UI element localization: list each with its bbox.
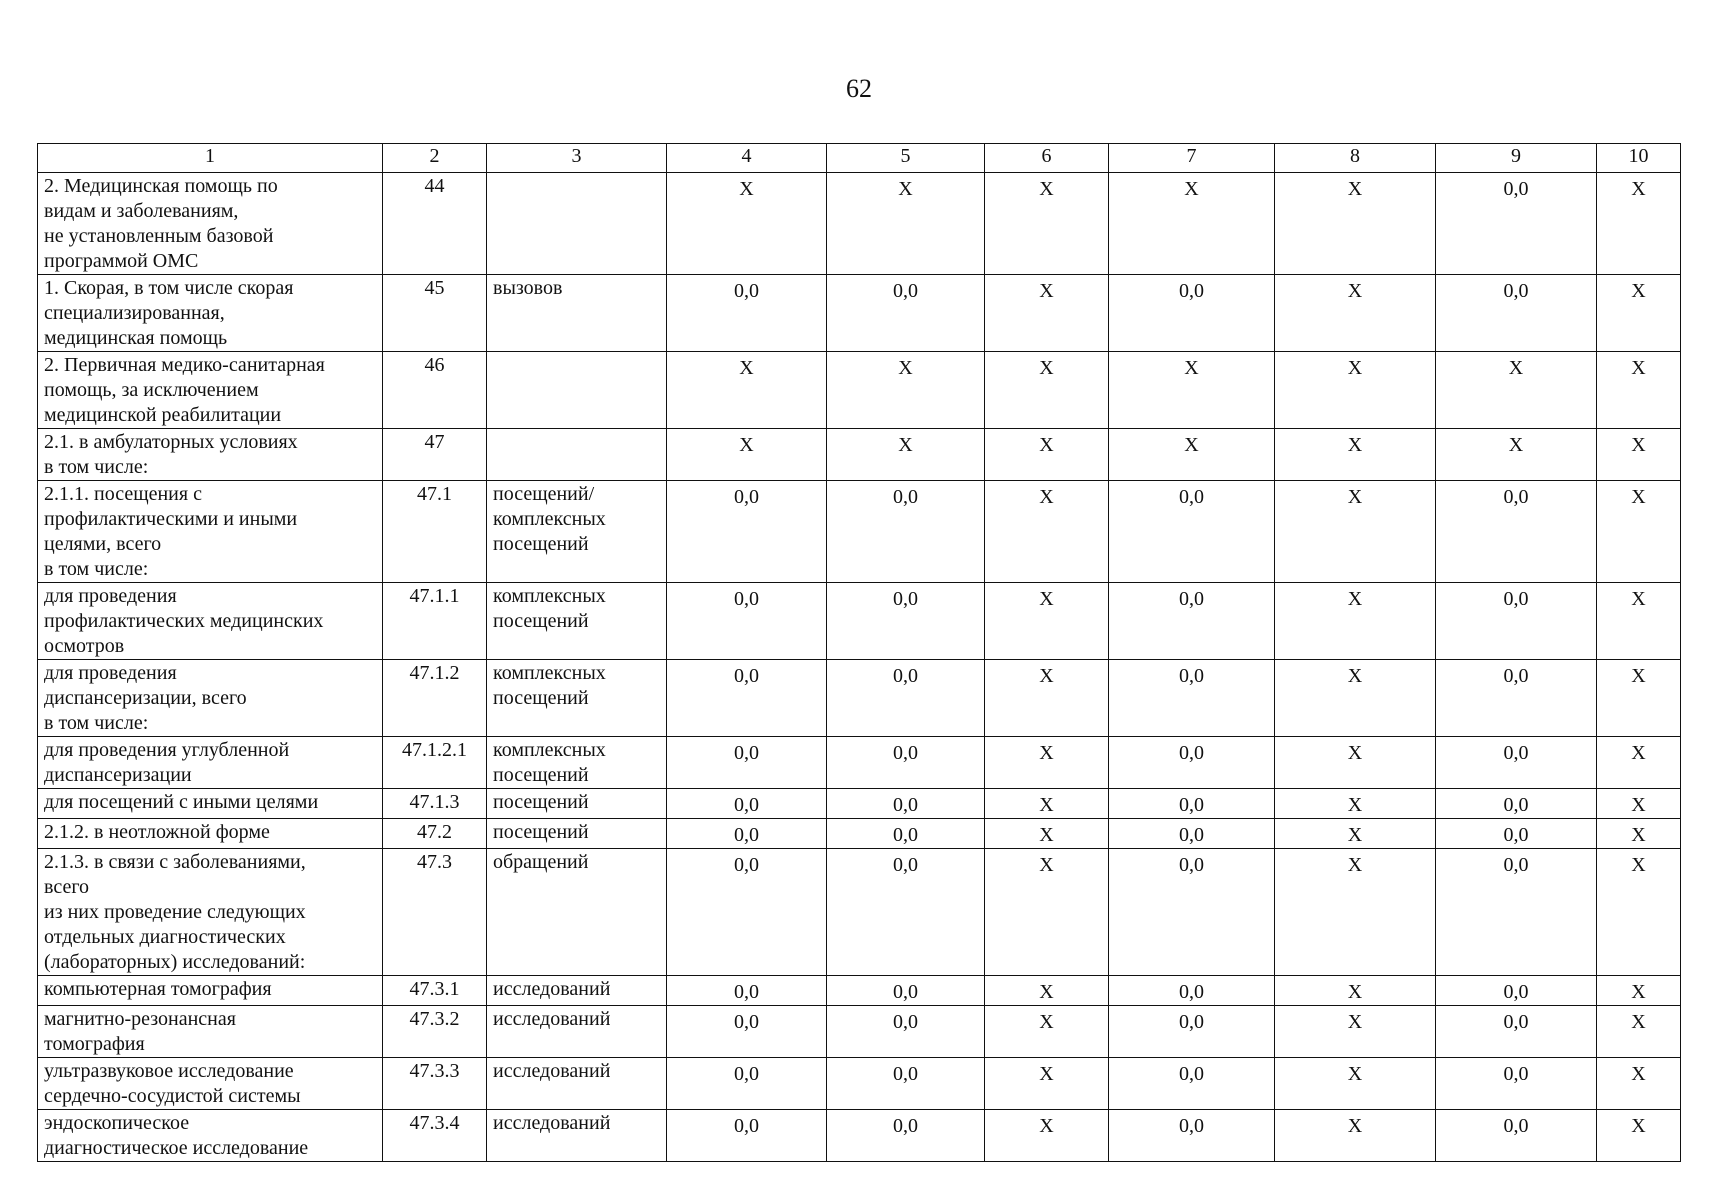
row-name-cell: 2. Первичная медико-санитарная помощь, за исключением медицинской реабилитации [38,352,383,429]
column-header: 3 [487,144,667,173]
row-name-cell: ультразвуковое исследование сердечно-сосудистой системы [38,1058,383,1110]
row-value-cell: 0,0 [667,976,827,1006]
row-value-cell: 0,0 [1436,789,1597,819]
row-value-cell: X [1597,173,1681,275]
table-row [38,789,1681,819]
row-value-cell: X [1109,352,1275,429]
row-value-cell: 0,0 [667,737,827,789]
row-code-cell: 47.3.3 [383,1058,487,1110]
row-value-cell: X [1597,583,1681,660]
table-row [38,583,1681,660]
row-value-cell: X [985,789,1109,819]
row-value-cell: 0,0 [1436,583,1597,660]
row-value-cell: 0,0 [1436,660,1597,737]
row-value-cell: 0,0 [827,660,985,737]
row-value-cell: 0,0 [667,849,827,976]
row-name-cell: для проведения профилактических медицинских осмотров [38,583,383,660]
row-value-cell: X [1436,352,1597,429]
row-value-cell: 0,0 [827,275,985,352]
row-value-cell: X [985,1006,1109,1058]
row-value-cell: 0,0 [667,481,827,583]
row-value-cell: X [1597,429,1681,481]
row-value-cell: X [1275,1006,1436,1058]
row-value-cell: X [1275,849,1436,976]
row-value-cell: 0,0 [1436,737,1597,789]
row-value-cell: 0,0 [827,481,985,583]
row-value-cell: 0,0 [667,583,827,660]
row-value-cell: 0,0 [1436,481,1597,583]
row-value-cell: 0,0 [667,1006,827,1058]
row-value-cell: 0,0 [827,737,985,789]
column-header: 6 [985,144,1109,173]
row-name-cell: для проведения диспансеризации, всего в том числе: [38,660,383,737]
row-value-cell: X [985,1058,1109,1110]
row-value-cell: X [1597,1110,1681,1162]
row-value-cell: 0,0 [827,819,985,849]
table-row [38,1006,1681,1058]
row-value-cell: 0,0 [827,789,985,819]
table-row [38,1110,1681,1162]
row-value-cell: X [985,849,1109,976]
column-header: 9 [1436,144,1597,173]
row-value-cell: 0,0 [1109,1110,1275,1162]
table-row [38,481,1681,583]
row-value-cell: X [1597,481,1681,583]
row-value-cell: X [985,660,1109,737]
row-value-cell: X [827,173,985,275]
row-name-cell: для проведения углубленной диспансеризации [38,737,383,789]
row-value-cell: X [985,429,1109,481]
row-value-cell: X [1436,429,1597,481]
data-table [37,143,1681,1162]
row-code-cell: 47.3.4 [383,1110,487,1162]
table-row [38,849,1681,976]
row-value-cell: X [1597,1006,1681,1058]
row-value-cell: 0,0 [1436,849,1597,976]
row-value-cell: X [1275,481,1436,583]
row-value-cell: X [667,352,827,429]
row-unit-cell: исследований [487,1006,667,1058]
row-value-cell: 0,0 [1109,275,1275,352]
row-value-cell: 0,0 [1436,275,1597,352]
row-value-cell: X [1597,976,1681,1006]
row-unit-cell: комплексных посещений [487,737,667,789]
row-name-cell: 1. Скорая, в том числе скорая специализированная, медицинская помощь [38,275,383,352]
row-unit-cell: исследований [487,976,667,1006]
row-value-cell: X [1597,849,1681,976]
column-header: 1 [38,144,383,173]
row-code-cell: 47.1.2.1 [383,737,487,789]
row-value-cell: 0,0 [827,1058,985,1110]
row-value-cell: 0,0 [827,976,985,1006]
row-value-cell: X [1597,352,1681,429]
row-value-cell: X [1109,429,1275,481]
column-header: 7 [1109,144,1275,173]
row-value-cell: 0,0 [827,583,985,660]
column-header: 2 [383,144,487,173]
row-name-cell: для посещений с иными целями [38,789,383,819]
row-unit-cell: исследований [487,1110,667,1162]
row-code-cell: 44 [383,173,487,275]
row-value-cell: X [985,737,1109,789]
row-value-cell: 0,0 [827,1006,985,1058]
row-value-cell: X [1597,1058,1681,1110]
row-value-cell: 0,0 [1109,976,1275,1006]
row-value-cell: X [1275,789,1436,819]
row-code-cell: 47.1.3 [383,789,487,819]
row-code-cell: 47.1 [383,481,487,583]
row-code-cell: 47.2 [383,819,487,849]
row-unit-cell [487,429,667,481]
row-value-cell: X [1275,583,1436,660]
row-name-cell: 2.1. в амбулаторных условиях в том числе: [38,429,383,481]
row-code-cell: 45 [383,275,487,352]
row-value-cell: 0,0 [827,849,985,976]
row-value-cell: 0,0 [1436,1110,1597,1162]
column-header: 5 [827,144,985,173]
row-value-cell: 0,0 [1436,173,1597,275]
row-code-cell: 47.1.2 [383,660,487,737]
row-value-cell: X [1275,819,1436,849]
row-name-cell: магнитно-резонансная томография [38,1006,383,1058]
row-value-cell: X [1597,660,1681,737]
row-value-cell: X [667,173,827,275]
row-unit-cell: посещений [487,819,667,849]
row-value-cell: 0,0 [1109,737,1275,789]
row-code-cell: 46 [383,352,487,429]
row-value-cell: X [1597,819,1681,849]
row-value-cell: X [1597,789,1681,819]
row-name-cell: 2.1.1. посещения с профилактическими и иными целями, всего в том числе: [38,481,383,583]
row-value-cell: X [985,583,1109,660]
row-name-cell: эндоскопическое диагностическое исследование [38,1110,383,1162]
row-value-cell: 0,0 [1109,1058,1275,1110]
row-name-cell: компьютерная томография [38,976,383,1006]
row-code-cell: 47.3.2 [383,1006,487,1058]
row-code-cell: 47.3.1 [383,976,487,1006]
row-value-cell: 0,0 [667,1058,827,1110]
row-value-cell: 0,0 [827,1110,985,1162]
row-name-cell: 2.1.3. в связи с заболеваниями, всего из них проведение следующих отдельных диагностических (лабораторных) исследований: [38,849,383,976]
row-value-cell: X [1275,1058,1436,1110]
row-value-cell: X [1275,429,1436,481]
row-value-cell: 0,0 [1109,819,1275,849]
row-value-cell: 0,0 [1436,819,1597,849]
row-value-cell: 0,0 [1109,583,1275,660]
row-value-cell: 0,0 [1109,660,1275,737]
column-header: 4 [667,144,827,173]
table-row [38,275,1681,352]
row-code-cell: 47.1.1 [383,583,487,660]
row-value-cell: X [985,1110,1109,1162]
row-value-cell: X [1109,173,1275,275]
row-value-cell: 0,0 [1436,1006,1597,1058]
row-value-cell: 0,0 [1109,481,1275,583]
row-unit-cell: вызовов [487,275,667,352]
row-value-cell: 0,0 [667,660,827,737]
row-name-cell: 2.1.2. в неотложной форме [38,819,383,849]
row-value-cell: X [985,275,1109,352]
page-number: 62 [846,74,872,103]
table-row [38,660,1681,737]
row-value-cell: X [985,819,1109,849]
row-unit-cell [487,352,667,429]
column-header: 8 [1275,144,1436,173]
row-value-cell: X [1275,976,1436,1006]
row-unit-cell: посещений [487,789,667,819]
row-value-cell: X [1275,737,1436,789]
row-value-cell: 0,0 [667,819,827,849]
row-value-cell: X [985,976,1109,1006]
row-unit-cell: комплексных посещений [487,660,667,737]
row-value-cell: 0,0 [667,1110,827,1162]
column-header: 10 [1597,144,1681,173]
row-value-cell: 0,0 [1436,1058,1597,1110]
row-unit-cell: комплексных посещений [487,583,667,660]
row-value-cell: X [985,352,1109,429]
row-unit-cell: исследований [487,1058,667,1110]
row-value-cell: 0,0 [1436,976,1597,1006]
row-value-cell: 0,0 [667,789,827,819]
table-row [38,352,1681,429]
row-value-cell: X [827,352,985,429]
row-value-cell: X [1275,173,1436,275]
row-value-cell: X [827,429,985,481]
table-row [38,976,1681,1006]
row-value-cell: X [1275,1110,1436,1162]
row-value-cell: X [1597,737,1681,789]
row-value-cell: X [1275,275,1436,352]
row-value-cell: X [985,481,1109,583]
row-value-cell: 0,0 [667,275,827,352]
row-value-cell: X [1597,275,1681,352]
row-unit-cell: обращений [487,849,667,976]
row-value-cell: X [1275,352,1436,429]
row-value-cell: 0,0 [1109,789,1275,819]
row-value-cell: X [1275,660,1436,737]
table-header-row [38,144,1681,173]
row-unit-cell [487,173,667,275]
table-row [38,1058,1681,1110]
row-unit-cell: посещений/ комплексных посещений [487,481,667,583]
row-code-cell: 47.3 [383,849,487,976]
row-value-cell: X [985,173,1109,275]
table-row [38,173,1681,275]
row-value-cell: 0,0 [1109,849,1275,976]
row-value-cell: 0,0 [1109,1006,1275,1058]
table-row [38,429,1681,481]
table-row [38,819,1681,849]
row-value-cell: X [667,429,827,481]
table-row [38,737,1681,789]
row-name-cell: 2. Медицинская помощь по видам и заболеваниям, не установленным базовой программой ОМС [38,173,383,275]
row-code-cell: 47 [383,429,487,481]
